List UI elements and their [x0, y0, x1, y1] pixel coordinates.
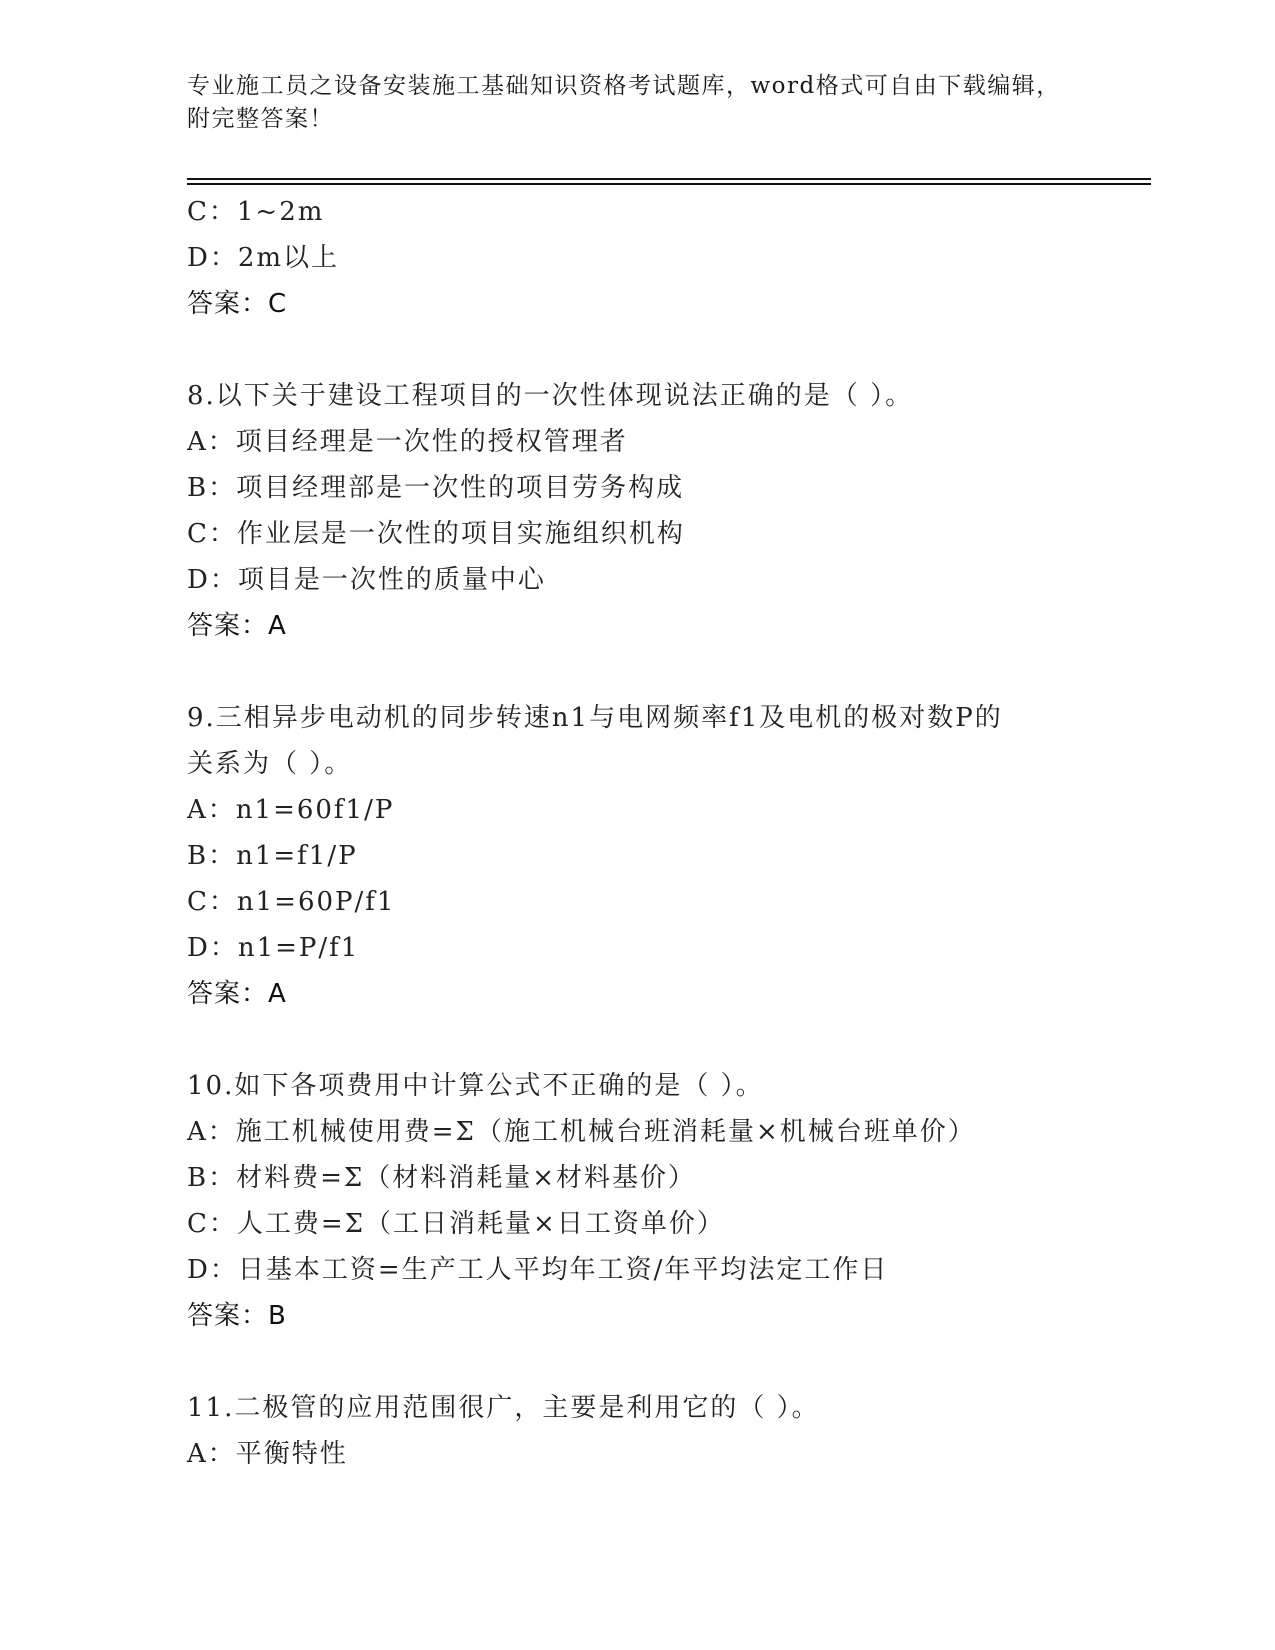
option-c: C：作业层是一次性的项目实施组织机构 — [187, 519, 685, 549]
answer-label: 答案：C — [187, 289, 288, 319]
question-9 — [187, 695, 1087, 1017]
option-a: A：项目经理是一次性的授权管理者 — [187, 427, 628, 457]
option-d: D：日基本工资=生产工人平均年工资/年平均法定工作日 — [187, 1255, 889, 1285]
option-b: B：n1=f1/P — [187, 841, 358, 871]
answer-label: 答案：B — [187, 1301, 287, 1331]
option-a: A：平衡特性 — [187, 1439, 348, 1469]
option-b: B：项目经理部是一次性的项目劳务构成 — [187, 473, 685, 503]
question-stem: 11.二极管的应用范围很广，主要是利用它的（ ）。 — [187, 1393, 820, 1423]
header-line-1: 专业施工员之设备安装施工基础知识资格考试题库，word格式可自由下载编辑， — [187, 73, 1061, 99]
question-stem: 9.三相异步电动机的同步转速n1与电网频率f1及电机的极对数P的 — [187, 703, 1003, 733]
header-divider-bottom — [187, 183, 1151, 185]
question-list — [187, 189, 1087, 1477]
question-8 — [187, 373, 1087, 649]
question-stem: 8.以下关于建设工程项目的一次性体现说法正确的是（ ）。 — [187, 381, 914, 411]
option-c: C：1~2m — [187, 197, 325, 227]
answer-label: 答案：A — [187, 611, 287, 641]
question-stem: 10.如下各项费用中计算公式不正确的是（ ）。 — [187, 1071, 764, 1101]
header-line-2: 附完整答案！ — [187, 106, 334, 132]
spacer — [187, 1339, 1087, 1385]
spacer — [187, 327, 1087, 373]
option-d: D：2m以上 — [187, 243, 340, 273]
question-11 — [187, 1385, 1087, 1477]
question-stem-continued: 关系为（ ）。 — [187, 749, 353, 779]
header-divider-top — [187, 178, 1151, 180]
question-10 — [187, 1063, 1087, 1339]
option-c: C：人工费=Σ（工日消耗量×日工资单价） — [187, 1209, 725, 1239]
spacer — [187, 649, 1087, 695]
document-header — [187, 70, 1087, 136]
spacer — [187, 1017, 1087, 1063]
option-a: A：n1=60f1/P — [187, 795, 395, 825]
option-a: A：施工机械使用费=Σ（施工机械台班消耗量×机械台班单价） — [187, 1117, 976, 1147]
option-b: B：材料费=Σ（材料消耗量×材料基价） — [187, 1163, 697, 1193]
question-7-continued — [187, 189, 1087, 327]
option-d: D：n1=P/f1 — [187, 933, 360, 963]
option-c: C：n1=60P/f1 — [187, 887, 396, 917]
answer-label: 答案：A — [187, 979, 287, 1009]
option-d: D：项目是一次性的质量中心 — [187, 565, 546, 595]
